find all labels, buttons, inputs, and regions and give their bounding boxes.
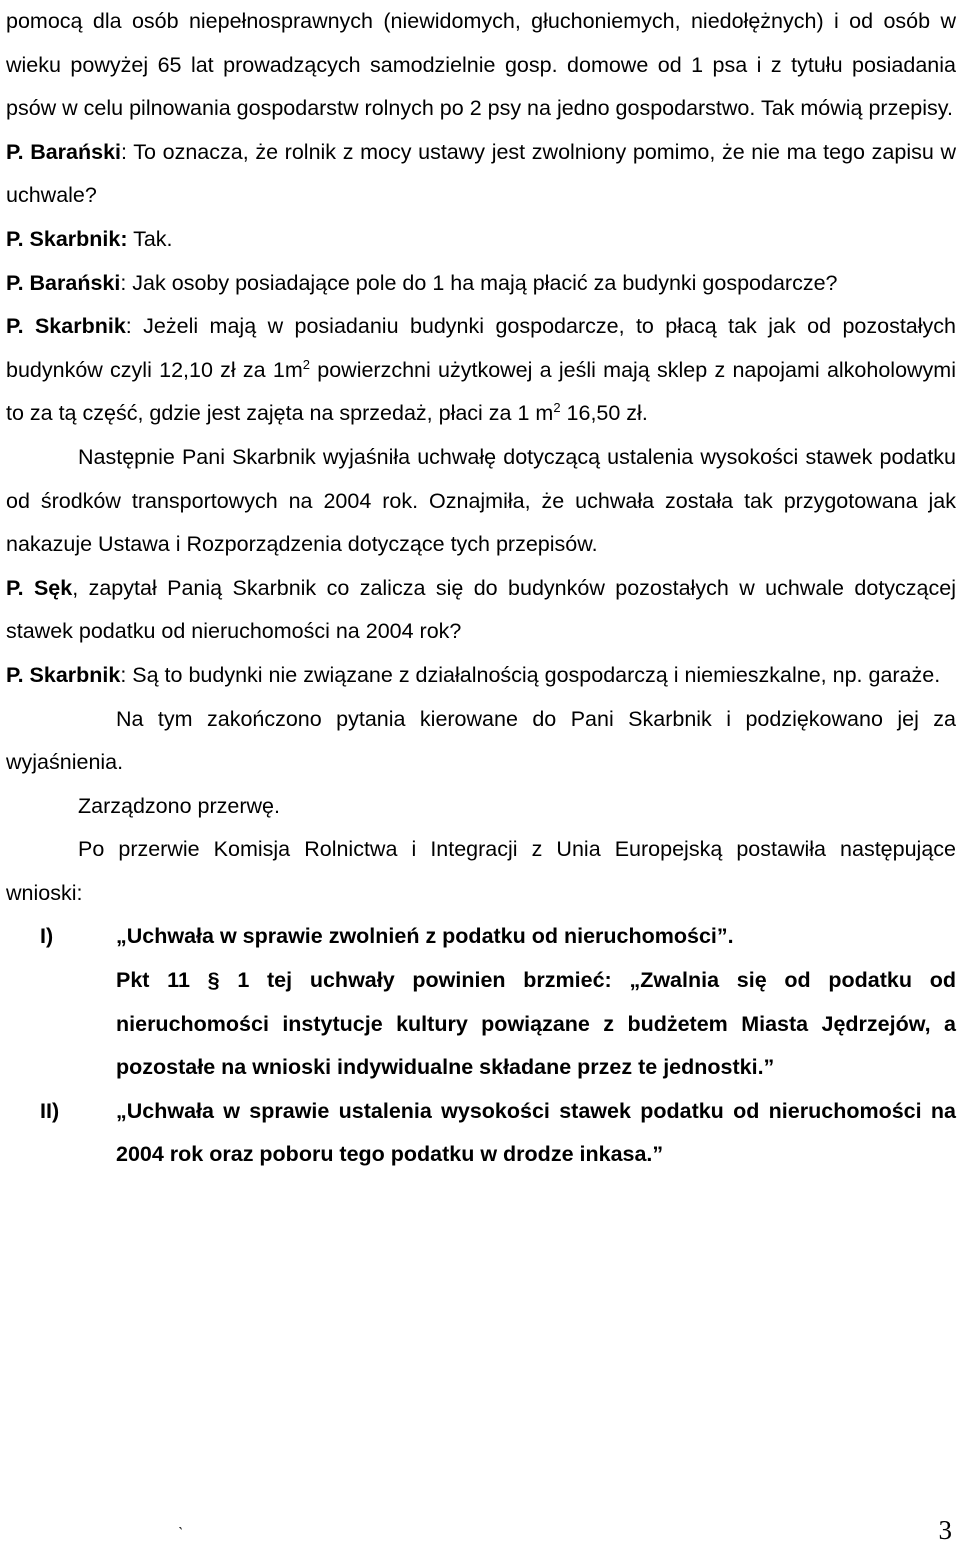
paragraph-text: : Jak osoby posiadające pole do 1 ha mają płacić za budynki gospodarcze? — [120, 270, 838, 295]
motion-item-2 — [6, 1090, 956, 1177]
paragraph-skarbnik-answer-2 — [6, 305, 956, 436]
speaker-name: P. Skarbnik — [6, 314, 126, 339]
superscript: 2 — [302, 356, 310, 372]
motion-item-1-body — [6, 959, 956, 1090]
stray-mark: ˎ — [178, 1510, 184, 1530]
paragraph-text: Na tym zakończono pytania kierowane do Pani Skarbnik i podziękowano jej za wyjaśnienia. — [6, 706, 956, 775]
paragraph-text: 16,50 zł. — [560, 401, 648, 426]
paragraph-commission-motions — [6, 828, 956, 915]
paragraph-skarbnik-answer-1 — [6, 218, 956, 262]
speaker-name: P. Sęk — [6, 575, 73, 600]
motion-text: Pkt 11 § 1 tej uchwały powinien brzmieć: „Zwalnia się od podatku od nieruchomości instytucje kultury powiązane z budżetem Miasta Jędrzejów, a pozostałe na wnioski indywidualne składane przez te jednostki.” — [116, 968, 956, 1080]
speaker-name: P. Barański — [6, 139, 122, 164]
paragraph-baranski-question-1 — [6, 131, 956, 218]
motion-title: „Uchwała w sprawie ustalenia wysokości stawek podatku od nieruchomości na 2004 rok oraz poboru tego podatku w drodze inkasa.” — [116, 1098, 956, 1167]
paragraph-text: Następnie Pani Skarbnik wyjaśniła uchwałę dotyczącą ustalenia wysokości stawek podatku od środków transportowych na 2004 rok. Oznajmiła, że uchwała została tak przygotowana jak nakazuje Ustawa i Rozporządzenia dotyczące tych przepisów. — [6, 444, 956, 557]
paragraph-questions-ended — [6, 698, 956, 785]
paragraph-transport-tax — [6, 436, 956, 567]
superscript: 2 — [553, 400, 561, 416]
paragraph-text: Po przerwie Komisja Rolnictwa i Integracji z Unia Europejską postawiła następujące wnioski: — [6, 837, 956, 905]
paragraph-sek-question — [6, 567, 956, 654]
paragraph-text: powierzchni użytkowej a jeśli mają sklep z napojami alkoholowymi to za tą część, gdzie jest zajęta na sprzedaż, płaci za 1 m — [6, 357, 956, 426]
motion-number: I) — [40, 924, 54, 949]
speaker-name: P. Skarbnik — [6, 662, 121, 687]
paragraph-text: , zapytał Panią Skarbnik co zalicza się do budynków pozostałych w uchwale dotyczącej stawek podatku od nieruchomości na 2004 rok? — [6, 575, 956, 644]
paragraph-break — [6, 785, 956, 829]
speaker-name: P. Skarbnik: — [6, 226, 128, 251]
paragraph-text: Zarządzono przerwę. — [78, 793, 280, 818]
paragraph-baranski-question-2 — [6, 262, 956, 306]
speaker-name: P. Barański — [6, 270, 121, 295]
paragraph-skarbnik-answer-3 — [6, 654, 956, 698]
paragraph-text: Tak. — [127, 226, 173, 251]
paragraph-text: : To oznacza, że rolnik z mocy ustawy jest zwolniony pomimo, że nie ma tego zapisu w uchwale? — [6, 139, 956, 208]
paragraph-text: pomocą dla osób niepełnosprawnych (niewidomych, głuchoniemych, niedołężnych) i od osób w wieku powyżej 65 lat prowadzących samodzielnie gosp. domowe od 1 psa i z tytułu posiadania psów w celu pilnowania gospodarstw rolnych po 2 psy na jedno gospodarstwo. Tak mówią przepisy. — [6, 9, 956, 121]
motion-number: II) — [40, 1098, 60, 1123]
motion-item-1 — [6, 915, 956, 959]
document-page — [6, 0, 956, 1177]
motion-title: „Uchwała w sprawie zwolnień z podatku od nieruchomości”. — [116, 924, 734, 949]
paragraph-text: : Są to budynki nie związane z działalnością gospodarczą i niemieszkalne, np. garaże. — [120, 662, 941, 687]
paragraph-dog-tax-exemptions — [6, 0, 956, 131]
page-number: 3 — [938, 1515, 952, 1545]
paragraph-text: : Jeżeli mają w posiadaniu budynki gospodarcze, to płacą tak jak od pozostałych budynków czyli 12,10 zł za 1m — [6, 314, 956, 382]
